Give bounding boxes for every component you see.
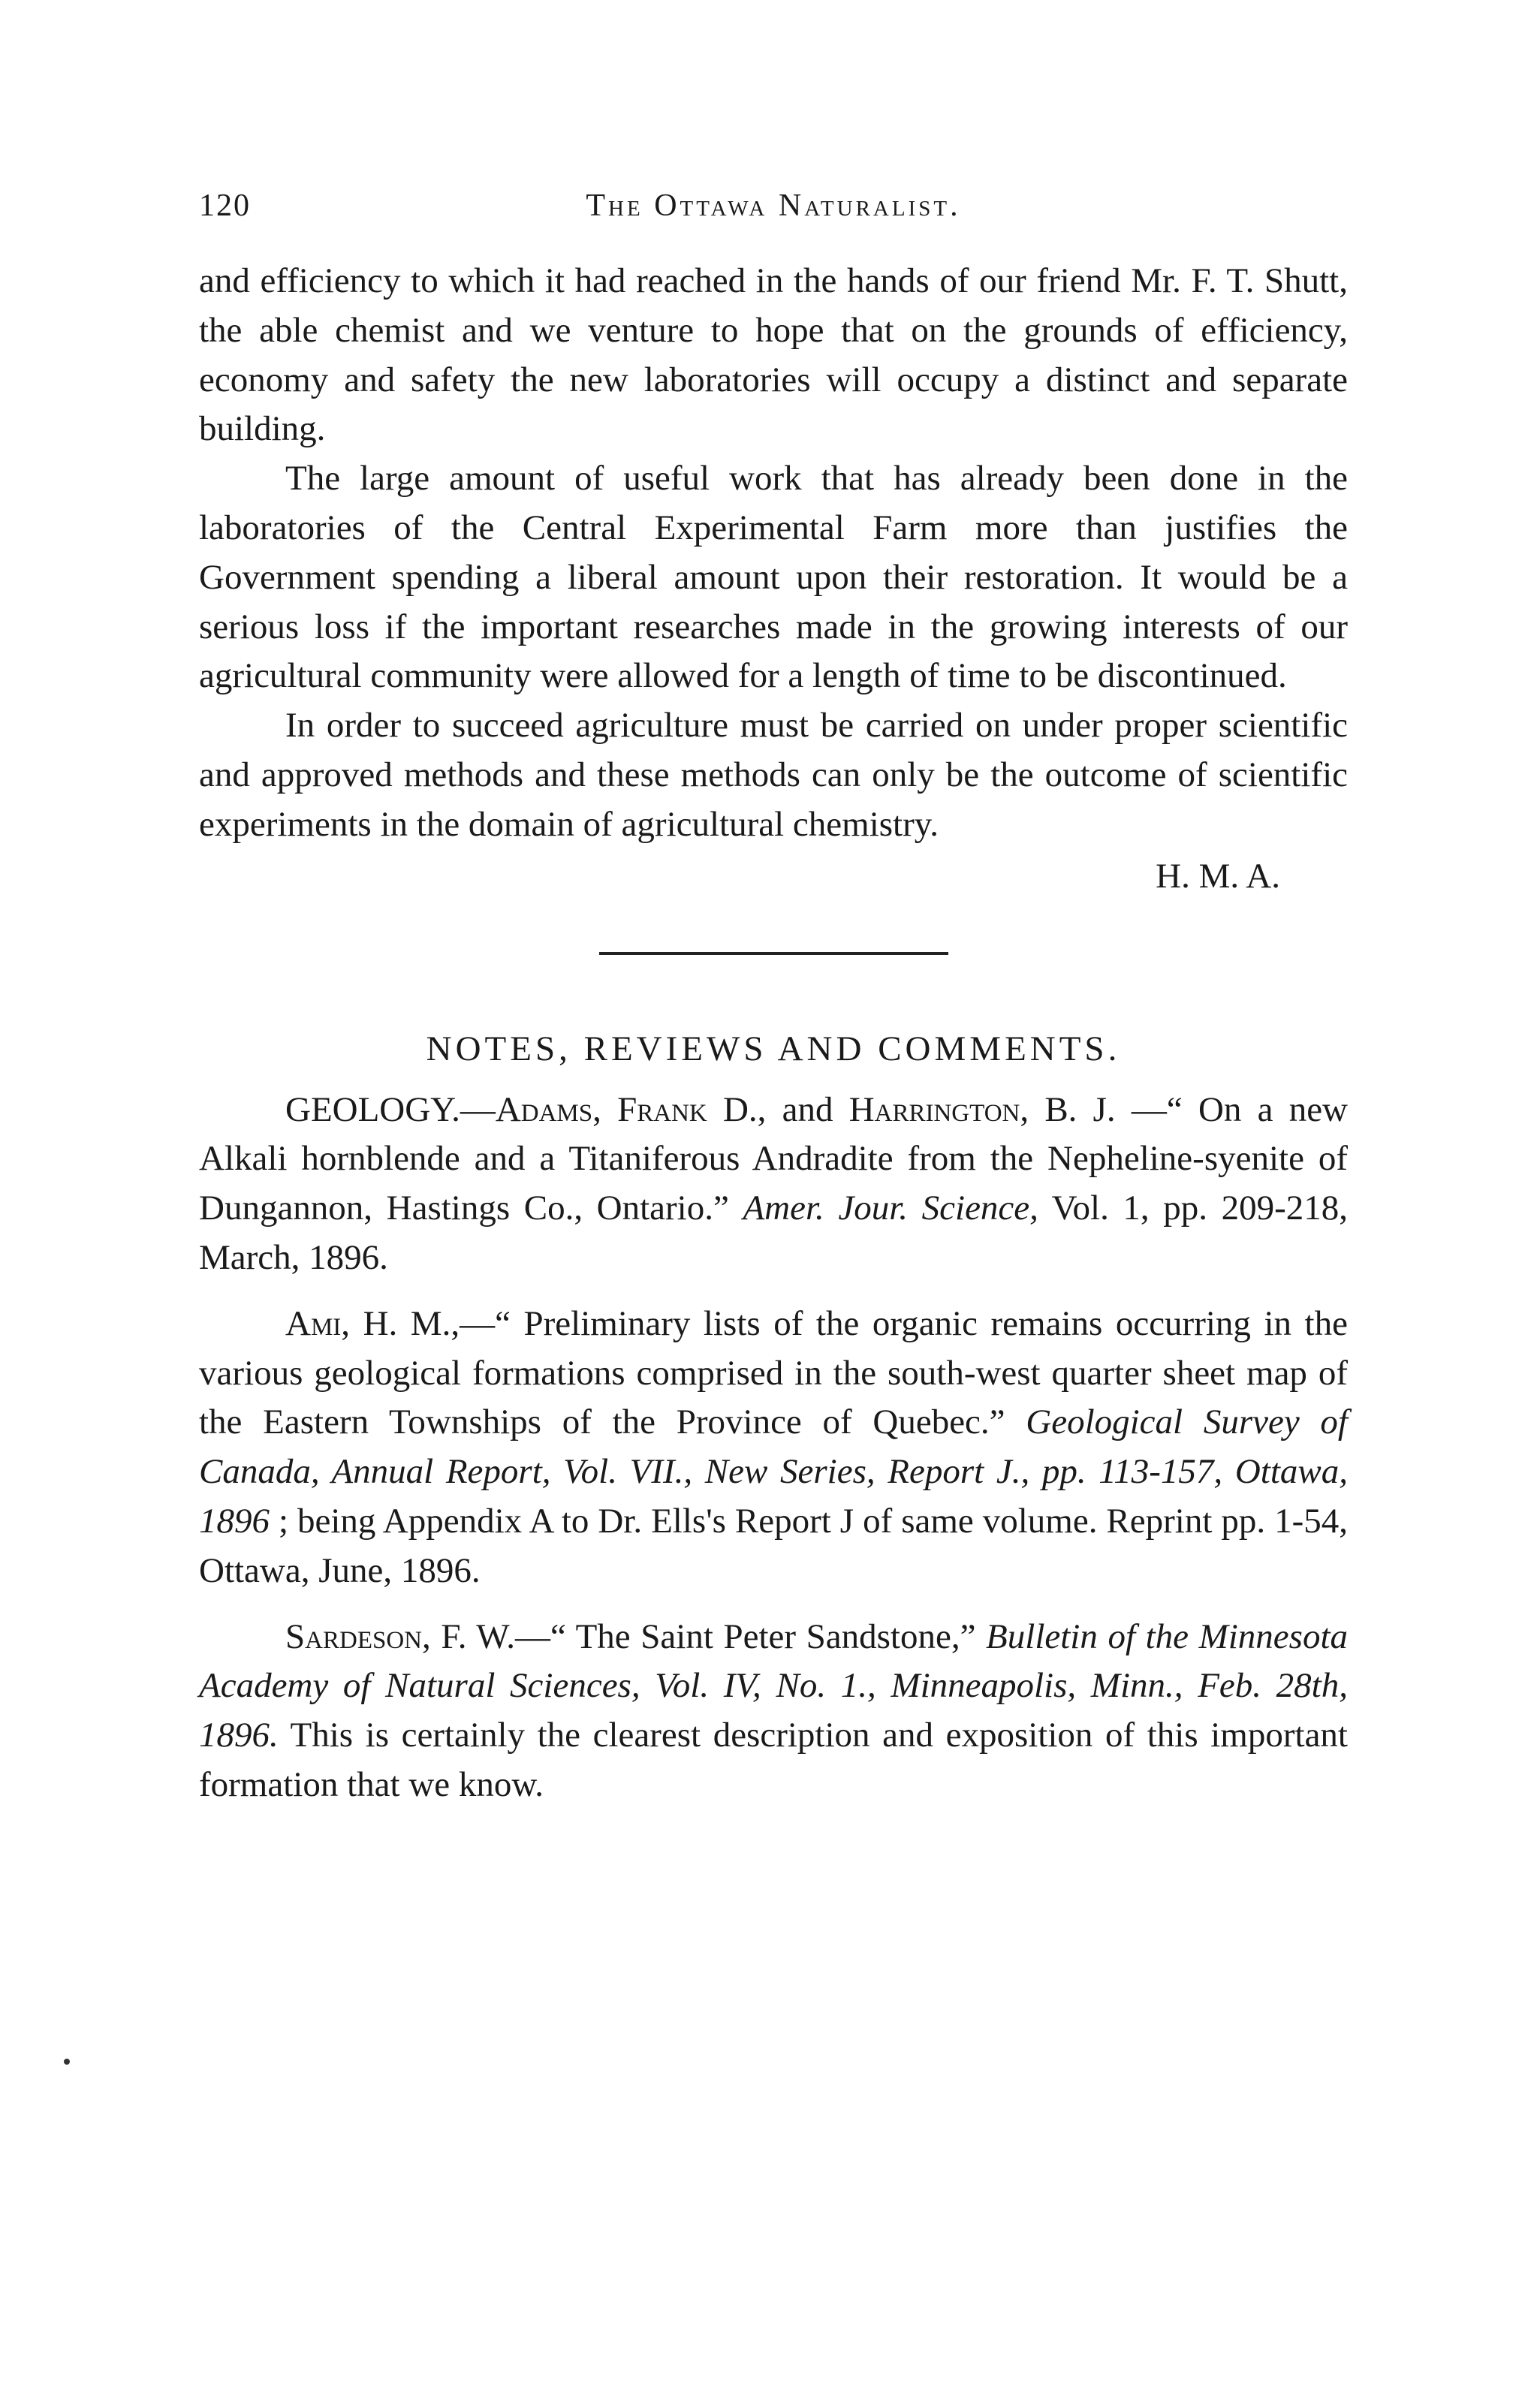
page (199, 188, 1348, 1810)
article-paragraph: and efficiency to which it had reached in the hands of our friend Mr. F. T. Shutt, the able chemist and we venture to hope that on the grounds of efficiency, economy and safety the new laboratories will occupy a distinct and separate building. (199, 261, 1348, 449)
publication-title: Bulletin of the Minnesota Academy of Natural Sciences, Vol. IV, No. 1., Minneapolis, Minn., Feb. 28th, 1896. (199, 1616, 1349, 1755)
entry-text: , and (757, 1089, 849, 1129)
entry-text: ,—“ Preliminary lists of the organic remains occurring in the various geological formations comprised in the south-west quarter sheet map of the Eastern Townships of the Province of Quebec.” (199, 1303, 1348, 1442)
section-divider (599, 952, 948, 955)
entry-text: ; being Appendix A to Dr. Ells's Report J of same volume. Reprint pp. 1-54, Ottawa, June, 1896. (199, 1501, 1348, 1590)
entry-text: —“ On a new Alkali hornblende and a Titaniferous Andradite from the Nepheline-syenite of Dungannon, Hastings Co., Ontario.” (199, 1089, 1349, 1228)
running-head (199, 188, 1348, 233)
section-heading: NOTES, REVIEWS AND COMMENTS. (426, 1029, 1121, 1068)
page-number: 120 (199, 188, 251, 223)
entry-text: —“ The Saint Peter Sandstone,” (515, 1616, 987, 1656)
entry-text: Vol. 1, pp. 209-218, March, 1896. (199, 1188, 1348, 1277)
category-label: GEOLOGY.— (285, 1089, 496, 1129)
author-name: Ami, H. M. (285, 1303, 451, 1343)
journal-title: The Ottawa Naturalist. (586, 188, 961, 223)
ink-speck (64, 2059, 70, 2065)
publication-title: Amer. Jour. Science, (743, 1188, 1038, 1228)
author-name: Adams, Frank D. (495, 1089, 758, 1129)
entry-text: This is certainly the clearest description and exposition of this important formation that we know. (199, 1716, 1348, 1804)
notes-entry (199, 1613, 1348, 1810)
author-name: Sardeson, F. W. (285, 1616, 515, 1656)
author-name: Harrington, B. J. (848, 1089, 1116, 1129)
author-signature: H. M. A. (1156, 856, 1280, 896)
notes-entry (199, 1086, 1348, 1283)
notes-entry (199, 1300, 1348, 1596)
article-paragraph: In order to succeed agriculture must be carried on under proper scientific and approved methods and these methods can only be the outcome of scientific experiments in the domain of agricultural chemistry. (199, 706, 1348, 844)
article-paragraph: The large amount of useful work that has already been done in the laboratories of the Central Experimental Farm more than justifies the Government spending a liberal amount upon their restoration. It would be a serious loss if the important researches made in the growing interests of our agricultural community were allowed for a length of time to be discontinued. (199, 459, 1348, 696)
publication-title: Geological Survey of Canada, Annual Report, Vol. VII., New Series, Report J., pp. 113-157, Ottawa, 1896 (199, 1402, 1348, 1541)
